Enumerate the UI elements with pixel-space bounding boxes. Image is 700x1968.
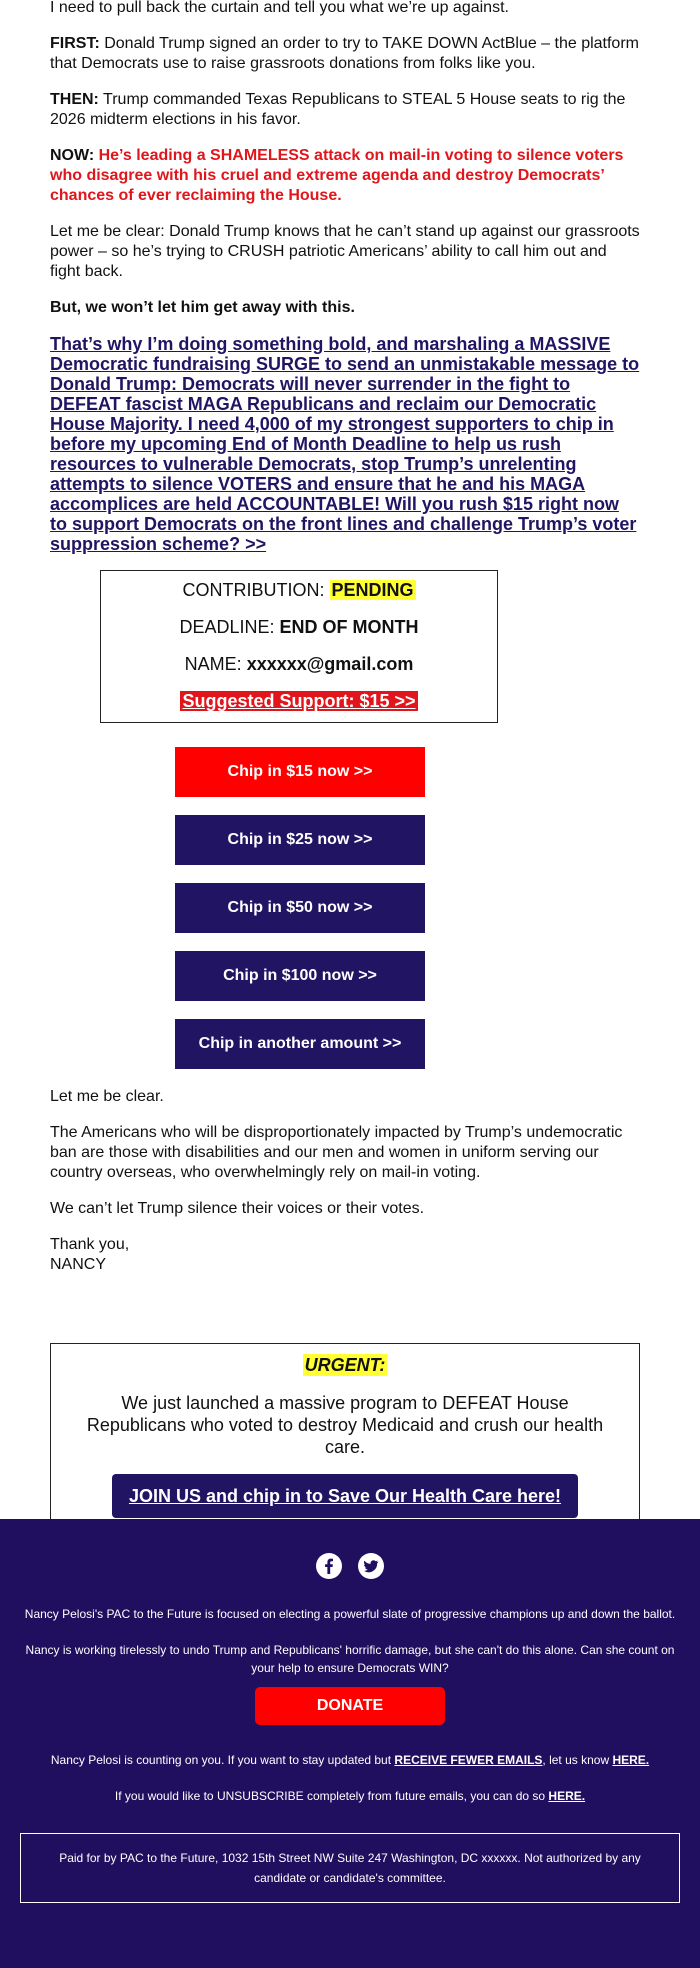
footer-appeal: Nancy is working tirelessly to undo Trump and Republicans' horrific damage, but she can't do this alone. Can she count on your help to ensure Democrats WIN?	[25, 1643, 675, 1675]
urgent-label: URGENT:	[304, 1355, 386, 1375]
save-health-care-button[interactable]: JOIN US and chip in to Save Our Health Care here!	[112, 1474, 578, 1518]
contribution-status-box	[100, 570, 498, 723]
intro-text: I need to pull back the curtain and tell you what we’re up against.	[50, 0, 509, 16]
unsubscribe-here-link[interactable]: HERE.	[548, 1789, 586, 1803]
now-label: NOW:	[50, 147, 95, 164]
suggested-support-link[interactable]: Suggested Support: $15 >>	[182, 691, 416, 711]
fewer-emails-here-link[interactable]: HERE.	[612, 1753, 650, 1767]
signoff-name: NANCY	[50, 1256, 107, 1273]
closing-section	[50, 1087, 640, 1564]
first-label: FIRST:	[50, 35, 100, 52]
receive-fewer-emails-link[interactable]: RECEIVE FEWER EMAILS	[394, 1753, 543, 1767]
unsubscribe-text	[18, 1787, 682, 1805]
fewer-mid: , let us know	[542, 1753, 613, 1767]
deadline-label: DEADLINE:	[179, 617, 275, 637]
footer-mission: Nancy Pelosi's PAC to the Future is focused on electing a powerful slate of progressive champions up and down the ballot.	[24, 1607, 676, 1621]
closing-impact: The Americans who will be disproportionately impacted by Trump’s undemocratic ban are those with disabilities and our men and women in uniform serving our country overseas, who overwhelmingly rely on mail-in voting.	[50, 1124, 623, 1181]
email-body	[50, 0, 640, 554]
unsub-pre: If you would like to UNSUBSCRIBE completely from future emails, you can do so	[114, 1789, 549, 1803]
chip-in-buttons	[0, 747, 700, 1069]
contribution-label: CONTRIBUTION:	[182, 580, 325, 600]
facebook-icon[interactable]	[316, 1553, 342, 1579]
then-label: THEN:	[50, 91, 99, 108]
chip-in-100-button[interactable]: Chip in $100 now >>	[175, 951, 425, 1001]
chip-in-15-button[interactable]: Chip in $15 now >>	[175, 747, 425, 797]
contribution-row	[101, 575, 497, 605]
then-paragraph	[50, 90, 640, 130]
chip-in-50-button[interactable]: Chip in $50 now >>	[175, 883, 425, 933]
then-text: Trump commanded Texas Republicans to STEAL 5 House seats to rig the 2026 midterm elections in his favor.	[50, 91, 626, 128]
footer	[0, 1519, 700, 1968]
name-label: NAME:	[184, 654, 242, 674]
donate-button[interactable]: DONATE	[255, 1687, 445, 1725]
name-value: xxxxxx@gmail.com	[246, 654, 414, 674]
paid-by-disclaimer: Paid for by PAC to the Future, 1032 15th Street NW Suite 247 Washington, DC xxxxxx. Not authorized by any candidate or candidate's committee.	[20, 1833, 680, 1903]
deadline-value: END OF MONTH	[279, 617, 419, 637]
first-paragraph	[50, 34, 640, 74]
chip-in-25-button[interactable]: Chip in $25 now >>	[175, 815, 425, 865]
fewer-pre: Nancy Pelosi is counting on you. If you want to stay updated but	[50, 1753, 395, 1767]
clear-paragraph: Let me be clear: Donald Trump knows that he can’t stand up against our grassroots power – so he’s trying to CRUSH patriotic Americans’ ability to call him out and fight back.	[50, 223, 640, 280]
twitter-icon[interactable]	[358, 1553, 384, 1579]
name-row	[101, 649, 497, 679]
closing-clear: Let me be clear.	[50, 1088, 164, 1105]
deadline-row	[101, 612, 497, 642]
donation-ask-link[interactable]: That’s why I’m doing something bold, and marshaling a MASSIVE Democratic fundraising SURGE to send an unmistakable message to Donald Trump: Democrats will never surrender in the fight to DEFEAT fascist MAGA Republicans and reclaim our Democratic House Majority. I need 4,000 of my strongest supporters to chip in before my upcoming End of Month Deadline to help us rush resources to vulnerable Democrats, stop Trump’s unrelenting attempts to silence VOTERS and ensure that he and his MAGA accomplices are held ACCOUNTABLE! Will you rush $15 right now to support Democrats on the front lines and challenge Trump’s voter suppression scheme? >>	[50, 334, 640, 554]
signoff-thanks: Thank you,	[50, 1236, 130, 1253]
now-text: He’s leading a SHAMELESS attack on mail-in voting to silence voters who disagree with his cruel and extreme agenda and destroy Democrats’ chances of ever reclaiming the House.	[50, 147, 624, 204]
fewer-emails-text	[18, 1751, 682, 1769]
now-paragraph	[50, 146, 640, 206]
suggested-row	[101, 686, 497, 716]
paid-by-wrap	[0, 1833, 700, 1903]
chip-in-other-button[interactable]: Chip in another amount >>	[175, 1019, 425, 1069]
closing-silence: We can’t let Trump silence their voices or their votes.	[50, 1200, 425, 1217]
social-links	[0, 1553, 700, 1579]
first-text: Donald Trump signed an order to try to TAKE DOWN ActBlue – the platform that Democrats use to raise grassroots donations from folks like you.	[50, 35, 639, 72]
donate-wrap	[0, 1687, 700, 1725]
contribution-value: PENDING	[331, 580, 414, 600]
urgent-text: We just launched a massive program to DEFEAT House Republicans who voted to destroy Medicaid and crush our health care.	[86, 1393, 604, 1457]
bold-line: But, we won’t let him get away with this.	[50, 299, 355, 316]
